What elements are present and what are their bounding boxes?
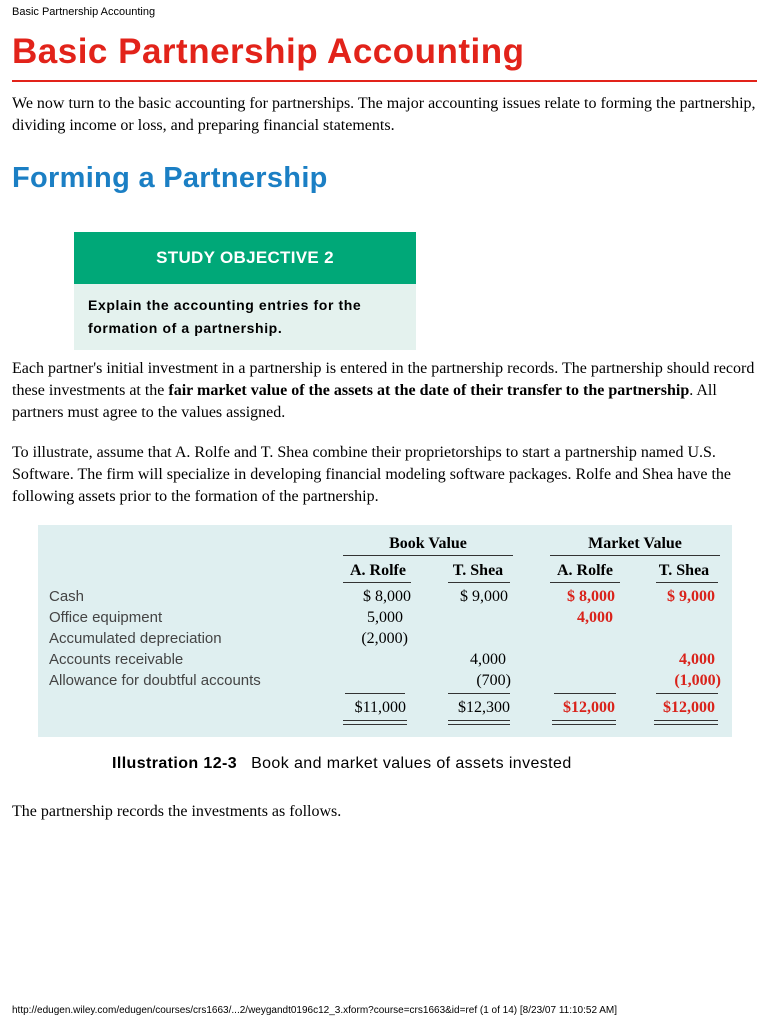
cell-receivable-market-shea: 4,000 [679, 651, 715, 668]
investment-paragraph [12, 358, 760, 424]
total-market-shea: $12,000 [663, 699, 715, 716]
column-rule [656, 582, 718, 583]
sum-rule [345, 693, 405, 694]
column-heading-market-rolfe: A. Rolfe [557, 562, 613, 579]
study-objective-text: Explain the accounting entries for the formation of a partnership. [88, 297, 362, 336]
column-heading-book-rolfe: A. Rolfe [350, 562, 406, 579]
cell-depreciation-book-rolfe: (2,000) [361, 630, 408, 647]
cell-office-market-rolfe: 4,000 [577, 609, 613, 626]
cell-allowance-book-shea: (700) [476, 672, 511, 689]
intro-paragraph: We now turn to the basic accounting for partnerships. The major accounting issues relate to forming the partnership, dividing income or loss, and preparing financial statements. [12, 95, 756, 134]
sum-rule [656, 693, 718, 694]
column-rule [448, 582, 510, 583]
example-paragraph: To illustrate, assume that A. Rolfe and T. Shea combine their proprietorships to start a partnership named U.S. Software. The firm will specialize in developing financial modeling software packages. Rolfe and Shea have the following assets prior to the formation of the partnership. [12, 444, 732, 505]
investment-paragraph-emphasis: fair market value of the assets at the date of their transfer to the partnership [168, 382, 690, 399]
caption-label: Illustration 12-3 [112, 755, 238, 772]
investment-paragraph-end: . All partners must agree to the values assigned. [12, 382, 717, 421]
double-underline [552, 720, 616, 725]
total-book-shea: $12,300 [458, 699, 510, 716]
group-rule-book [343, 555, 513, 556]
asset-values-table [38, 525, 732, 737]
cell-cash-book-rolfe: $ 8,000 [363, 588, 411, 605]
row-label-office-equipment: Office equipment [49, 609, 163, 626]
cell-cash-market-shea: $ 9,000 [667, 588, 715, 605]
total-market-rolfe: $12,000 [563, 699, 615, 716]
page-title: Basic Partnership Accounting [12, 32, 525, 71]
column-heading-market-shea: T. Shea [658, 562, 710, 579]
double-underline [448, 720, 510, 725]
cell-cash-market-rolfe: $ 8,000 [567, 588, 615, 605]
running-header: Basic Partnership Accounting [12, 6, 156, 18]
row-label-allowance: Allowance for doubtful accounts [49, 672, 261, 689]
row-label-accumulated-depreciation: Accumulated depreciation [49, 630, 222, 647]
caption-text: Book and market values of assets invested [251, 755, 572, 772]
study-objective-heading: STUDY OBJECTIVE 2 [74, 232, 416, 284]
cell-cash-book-shea: $ 9,000 [460, 588, 508, 605]
investment-paragraph-start: Each partner's initial investment in a partnership is entered in the partnership records. The partnership should record these investments at the [12, 360, 755, 399]
cell-receivable-book-shea: 4,000 [470, 651, 506, 668]
double-underline [654, 720, 718, 725]
sum-rule [554, 693, 616, 694]
total-book-rolfe: $11,000 [354, 699, 406, 716]
records-paragraph: The partnership records the investments as follows. [12, 803, 342, 820]
cell-allowance-market-shea: (1,000) [674, 672, 721, 689]
section-title: Forming a Partnership [12, 162, 328, 194]
column-rule [343, 582, 411, 583]
title-divider [12, 80, 757, 82]
column-heading-book-shea: T. Shea [452, 562, 504, 579]
group-rule-market [550, 555, 720, 556]
double-underline [343, 720, 407, 725]
cell-office-book-rolfe: 5,000 [367, 609, 403, 626]
row-label-accounts-receivable: Accounts receivable [49, 651, 184, 668]
group-heading-book-value: Book Value [389, 535, 467, 552]
page-footer: http://edugen.wiley.com/edugen/courses/crs1663/...2/weygandt0196c12_3.xform?course=crs1663&id=ref (1 of 14) [8/23/07 11:10:52 AM] [12, 1005, 618, 1016]
illustration-caption [112, 755, 572, 773]
group-heading-market-value: Market Value [588, 535, 682, 552]
study-objective-box [74, 232, 416, 350]
column-rule [550, 582, 620, 583]
sum-rule [448, 693, 510, 694]
row-label-cash: Cash [49, 588, 85, 605]
